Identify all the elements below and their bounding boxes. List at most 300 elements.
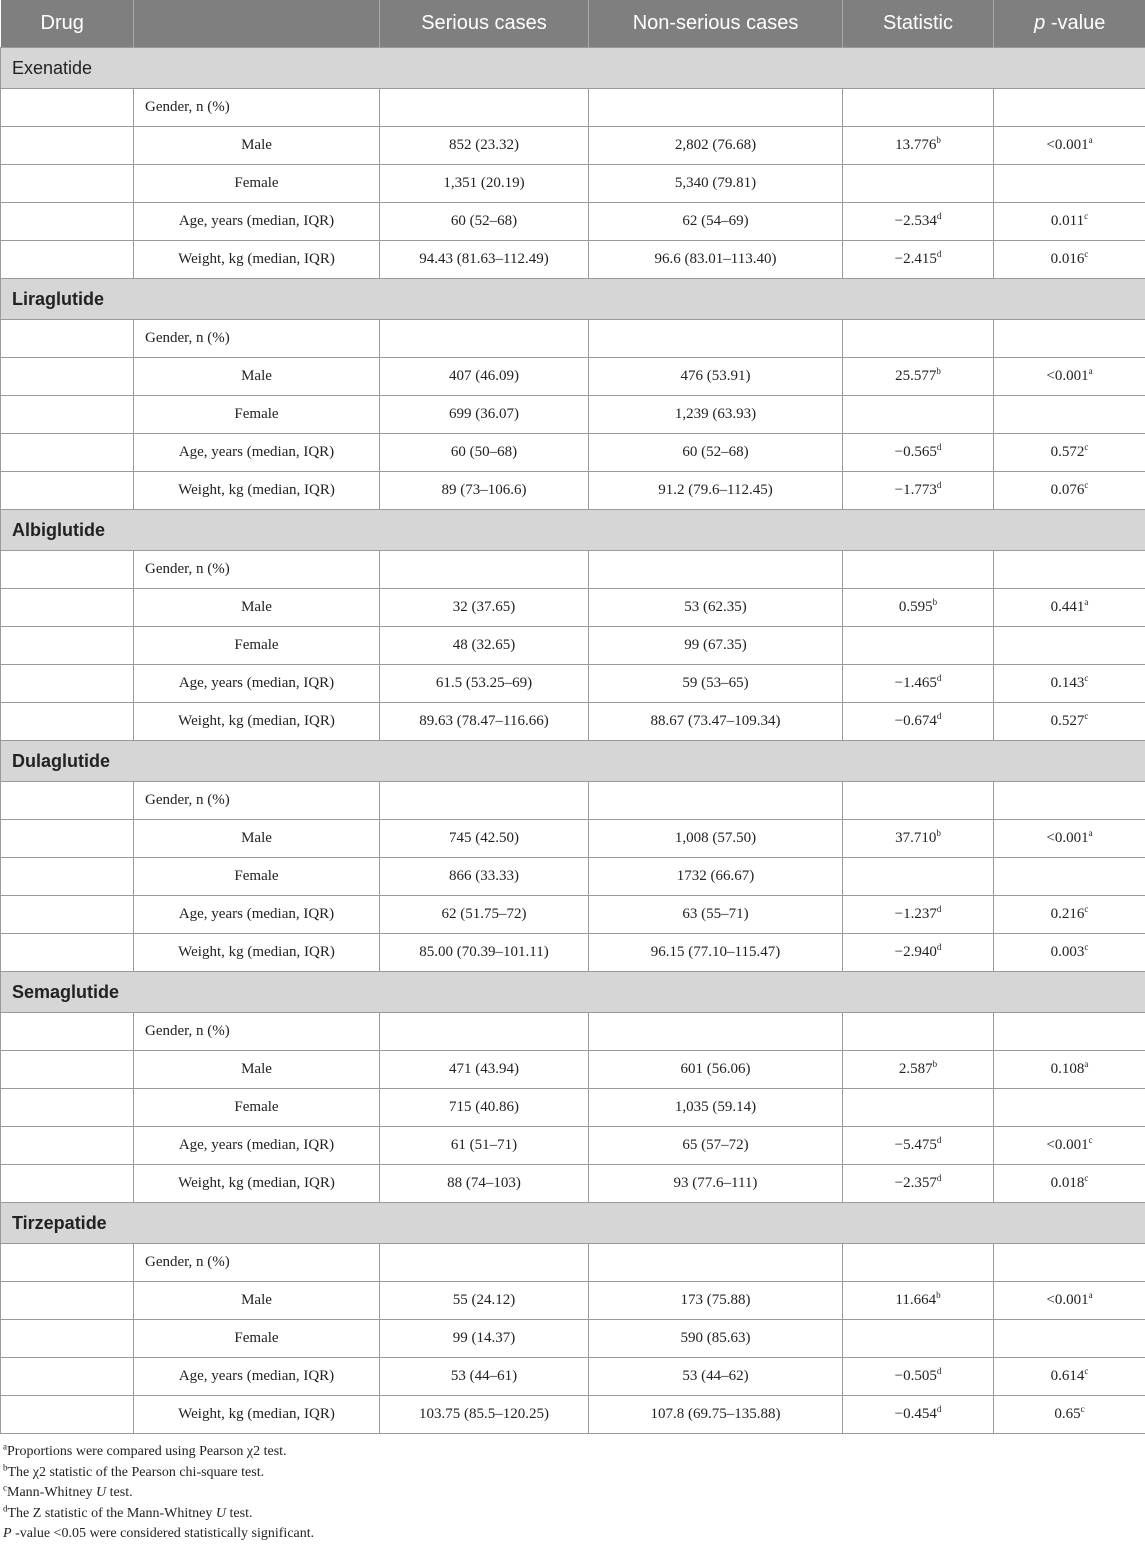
nonserious-value: 65 (57–72): [589, 1127, 843, 1165]
nonserious-value: 5,340 (79.81): [589, 165, 843, 203]
variable-label: Age, years (median, IQR): [134, 1127, 380, 1165]
variable-label: Age, years (median, IQR): [134, 896, 380, 934]
variable-label: Male: [134, 358, 380, 396]
statistic-value-value: −2.357: [894, 1175, 937, 1191]
blank-cell: [1, 1089, 134, 1127]
table-row: [1, 434, 1145, 472]
footnote-d-mark: d: [3, 1503, 8, 1514]
variable-label: Weight, kg (median, IQR): [134, 472, 380, 510]
nonserious-value: 173 (75.88): [589, 1282, 843, 1320]
blank-cell: [1, 241, 134, 279]
header-p-value: [994, 0, 1145, 48]
serious-value: 94.43 (81.63–112.49): [380, 241, 589, 279]
table-row: [1, 1396, 1145, 1434]
blank-cell: [994, 1089, 1145, 1127]
table-row: [1, 820, 1145, 858]
table-row: [1, 89, 1145, 127]
variable-label: Age, years (median, IQR): [134, 434, 380, 472]
table-row: [1, 1320, 1145, 1358]
statistic-value-value: −0.565: [894, 444, 937, 460]
serious-value: 715 (40.86): [380, 1089, 589, 1127]
blank-cell: [1, 1127, 134, 1165]
table-row: [1, 1013, 1145, 1051]
blank-cell: [1, 1013, 134, 1051]
serious-value: 85.00 (70.39–101.11): [380, 934, 589, 972]
p-value: [994, 1396, 1145, 1434]
blank-cell: [994, 1320, 1145, 1358]
statistic-value: [843, 358, 994, 396]
serious-value: 866 (33.33): [380, 858, 589, 896]
table-row: [1, 1358, 1145, 1396]
nonserious-value: 1,008 (57.50): [589, 820, 843, 858]
nonserious-value: 1,035 (59.14): [589, 1089, 843, 1127]
blank-cell: [843, 89, 994, 127]
statistic-value-footnote-mark: b: [932, 1059, 938, 1069]
footnote-a: [3, 1442, 1145, 1463]
table-row: [1, 358, 1145, 396]
table-row: [1, 858, 1145, 896]
blank-cell: [1, 1358, 134, 1396]
p-value: [994, 1165, 1145, 1203]
blank-cell: [994, 858, 1145, 896]
blank-cell: [589, 782, 843, 820]
serious-value: 60 (52–68): [380, 203, 589, 241]
table-row: [1, 396, 1145, 434]
table-row: [1, 551, 1145, 589]
table-row: [1, 589, 1145, 627]
serious-value: 103.75 (85.5–120.25): [380, 1396, 589, 1434]
header-statistic: Statistic: [843, 0, 994, 48]
statistic-value-value: −1.773: [894, 482, 937, 498]
table-row: [1, 1089, 1145, 1127]
footnote-b-text: The χ2 statistic of the Pearson chi-square test.: [7, 1464, 265, 1480]
serious-value: 61 (51–71): [380, 1127, 589, 1165]
statistic-value: [843, 820, 994, 858]
p-value-footnote-mark: c: [1084, 904, 1089, 914]
drug-header-row: [1, 972, 1145, 1013]
statistic-value-footnote-mark: d: [936, 249, 942, 259]
statistic-value-footnote-mark: d: [936, 211, 942, 221]
statistic-value: [843, 896, 994, 934]
statistic-value-footnote-mark: b: [936, 135, 941, 145]
footnote-d-end: test.: [226, 1505, 253, 1521]
variable-label: Weight, kg (median, IQR): [134, 1396, 380, 1434]
blank-cell: [1, 782, 134, 820]
p-value-value: 0.216: [1050, 906, 1085, 922]
statistic-value-value: −2.415: [894, 251, 937, 267]
drug-header-row: [1, 1203, 1145, 1244]
serious-value: 471 (43.94): [380, 1051, 589, 1089]
variable-label: Male: [134, 1051, 380, 1089]
p-value-footnote-mark: c: [1084, 1173, 1089, 1183]
table-row: [1, 320, 1145, 358]
p-value: [994, 358, 1145, 396]
p-value-value: <0.001: [1046, 368, 1089, 384]
blank-cell: [380, 1244, 589, 1282]
table-row: [1, 203, 1145, 241]
blank-cell: [843, 1089, 994, 1127]
statistic-value-footnote-mark: d: [936, 1404, 942, 1414]
nonserious-value: 53 (44–62): [589, 1358, 843, 1396]
p-value-footnote-mark: c: [1084, 1366, 1089, 1376]
p-value-footnote-mark: a: [1088, 1290, 1093, 1300]
variable-label: Weight, kg (median, IQR): [134, 934, 380, 972]
header-p-italic: p: [1034, 12, 1046, 34]
nonserious-value: 107.8 (69.75–135.88): [589, 1396, 843, 1434]
p-value: [994, 934, 1145, 972]
nonserious-value: 476 (53.91): [589, 358, 843, 396]
variable-label: Male: [134, 820, 380, 858]
drug-name: Exenatide: [1, 48, 1145, 89]
nonserious-value: 60 (52–68): [589, 434, 843, 472]
nonserious-value: 91.2 (79.6–112.45): [589, 472, 843, 510]
statistic-value-footnote-mark: d: [936, 480, 942, 490]
footnote-d: [3, 1504, 1145, 1525]
footnote-e-p: P: [3, 1526, 12, 1542]
statistic-value: [843, 665, 994, 703]
statistic-value-value: −0.505: [894, 1368, 937, 1384]
table-row: [1, 472, 1145, 510]
blank-cell: [994, 551, 1145, 589]
footnote-c-text: Mann-Whitney: [7, 1485, 97, 1501]
p-value-footnote-mark: c: [1084, 711, 1089, 721]
blank-cell: [994, 165, 1145, 203]
drug-header-row: [1, 48, 1145, 89]
blank-cell: [1, 820, 134, 858]
nonserious-value: 1,239 (63.93): [589, 396, 843, 434]
p-value: [994, 434, 1145, 472]
p-value: [994, 896, 1145, 934]
table-row: [1, 241, 1145, 279]
blank-cell: [1, 89, 134, 127]
blank-cell: [994, 1013, 1145, 1051]
blank-cell: [843, 782, 994, 820]
header-nonserious: Non-serious cases: [589, 0, 843, 48]
blank-cell: [843, 1013, 994, 1051]
blank-cell: [1, 627, 134, 665]
table-row: [1, 1051, 1145, 1089]
drug-name: Semaglutide: [1, 972, 1145, 1013]
blank-cell: [843, 627, 994, 665]
table-row: [1, 1244, 1145, 1282]
statistic-value: [843, 127, 994, 165]
drug-name: Tirzepatide: [1, 1203, 1145, 1244]
nonserious-value: 590 (85.63): [589, 1320, 843, 1358]
footnote-c-end: test.: [106, 1485, 133, 1501]
statistic-value-value: 0.595: [898, 599, 933, 615]
drug-name: Dulaglutide: [1, 741, 1145, 782]
p-value: [994, 1051, 1145, 1089]
statistic-value-footnote-mark: d: [936, 442, 942, 452]
blank-cell: [1, 934, 134, 972]
header-serious: Serious cases: [380, 0, 589, 48]
statistic-value-value: 37.710: [895, 830, 937, 846]
statistic-value-value: −1.237: [894, 906, 937, 922]
nonserious-value: 601 (56.06): [589, 1051, 843, 1089]
p-value-value: 0.65: [1054, 1406, 1081, 1422]
p-value-value: 0.076: [1050, 482, 1085, 498]
blank-cell: [589, 320, 843, 358]
blank-cell: [380, 320, 589, 358]
blank-cell: [1, 703, 134, 741]
footnote-c-mark: c: [3, 1482, 7, 1493]
p-value-footnote-mark: c: [1084, 249, 1089, 259]
table-row: [1, 1282, 1145, 1320]
drug-name: Albiglutide: [1, 510, 1145, 551]
p-value-footnote-mark: c: [1084, 442, 1089, 452]
statistic-value-footnote-mark: b: [936, 1290, 941, 1300]
blank-cell: [589, 89, 843, 127]
serious-value: 48 (32.65): [380, 627, 589, 665]
statistic-value-value: 13.776: [895, 137, 937, 153]
statistic-value: [843, 472, 994, 510]
variable-label: Weight, kg (median, IQR): [134, 241, 380, 279]
blank-cell: [843, 320, 994, 358]
blank-cell: [843, 551, 994, 589]
blank-cell: [1, 1244, 134, 1282]
serious-value: 60 (50–68): [380, 434, 589, 472]
blank-cell: [1, 551, 134, 589]
variable-label: Weight, kg (median, IQR): [134, 1165, 380, 1203]
statistic-value: [843, 1165, 994, 1203]
p-value-footnote-mark: a: [1084, 597, 1089, 607]
blank-cell: [1, 1396, 134, 1434]
variable-label: Gender, n (%): [134, 89, 380, 127]
p-value-value: 0.003: [1050, 944, 1085, 960]
blank-cell: [843, 1244, 994, 1282]
p-value-value: 0.441: [1050, 599, 1085, 615]
p-value: [994, 241, 1145, 279]
serious-value: 99 (14.37): [380, 1320, 589, 1358]
serious-value: 89 (73–106.6): [380, 472, 589, 510]
p-value: [994, 589, 1145, 627]
p-value-value: 0.016: [1050, 251, 1085, 267]
variable-label: Gender, n (%): [134, 1244, 380, 1282]
statistic-value: [843, 1358, 994, 1396]
blank-cell: [380, 551, 589, 589]
statistic-value: [843, 703, 994, 741]
p-value: [994, 1358, 1145, 1396]
p-value-value: <0.001: [1046, 830, 1089, 846]
blank-cell: [1, 358, 134, 396]
blank-cell: [1, 1320, 134, 1358]
table-row: [1, 1165, 1145, 1203]
serious-value: 55 (24.12): [380, 1282, 589, 1320]
drug-header-row: [1, 741, 1145, 782]
p-value-footnote-mark: a: [1088, 135, 1093, 145]
statistic-value: [843, 1282, 994, 1320]
p-value-value: 0.143: [1050, 675, 1085, 691]
p-value: [994, 820, 1145, 858]
p-value-value: 0.527: [1050, 713, 1085, 729]
table-row: [1, 665, 1145, 703]
footnote-e-text: -value <0.05 were considered statistically significant.: [11, 1526, 315, 1542]
blank-cell: [380, 1013, 589, 1051]
statistic-value: [843, 1051, 994, 1089]
variable-label: Male: [134, 1282, 380, 1320]
blank-cell: [1, 1051, 134, 1089]
statistic-value-value: 11.664: [895, 1292, 937, 1308]
p-value-value: 0.614: [1050, 1368, 1085, 1384]
table-row: [1, 782, 1145, 820]
statistic-value: [843, 934, 994, 972]
footnote-e: [3, 1524, 1145, 1545]
statistic-value-footnote-mark: b: [936, 366, 941, 376]
blank-cell: [994, 320, 1145, 358]
variable-label: Female: [134, 396, 380, 434]
blank-cell: [1, 1282, 134, 1320]
drug-name: Liraglutide: [1, 279, 1145, 320]
p-value-value: <0.001: [1046, 1292, 1089, 1308]
drug-header-row: [1, 279, 1145, 320]
blank-cell: [1, 396, 134, 434]
blank-cell: [1, 1165, 134, 1203]
statistic-value: [843, 203, 994, 241]
p-value: [994, 665, 1145, 703]
nonserious-value: 88.67 (73.47–109.34): [589, 703, 843, 741]
nonserious-value: 62 (54–69): [589, 203, 843, 241]
statistic-value-value: 2.587: [898, 1061, 933, 1077]
blank-cell: [589, 1244, 843, 1282]
blank-cell: [1, 589, 134, 627]
statistic-value-footnote-mark: d: [936, 942, 942, 952]
statistic-value: [843, 1396, 994, 1434]
statistic-value-footnote-mark: d: [936, 673, 942, 683]
footnote-a-mark: a: [3, 1441, 7, 1452]
table-row: [1, 165, 1145, 203]
header-drug: Drug: [1, 0, 134, 48]
serious-value: 745 (42.50): [380, 820, 589, 858]
blank-cell: [843, 165, 994, 203]
footnote-c-u: U: [96, 1485, 107, 1501]
statistic-value-value: −2.940: [894, 944, 937, 960]
variable-label: Male: [134, 127, 380, 165]
blank-cell: [380, 782, 589, 820]
p-value-footnote-mark: c: [1080, 1404, 1085, 1414]
table-row: [1, 1127, 1145, 1165]
statistic-value-footnote-mark: d: [936, 1173, 942, 1183]
blank-cell: [994, 782, 1145, 820]
p-value: [994, 127, 1145, 165]
variable-label: Age, years (median, IQR): [134, 1358, 380, 1396]
serious-value: 53 (44–61): [380, 1358, 589, 1396]
serious-value: 89.63 (78.47–116.66): [380, 703, 589, 741]
footnote-b: [3, 1463, 1145, 1484]
p-value-footnote-mark: c: [1088, 1135, 1093, 1145]
p-value-value: 0.572: [1050, 444, 1085, 460]
p-value-footnote-mark: c: [1084, 673, 1089, 683]
nonserious-value: 63 (55–71): [589, 896, 843, 934]
statistic-value-footnote-mark: d: [936, 904, 942, 914]
blank-cell: [994, 89, 1145, 127]
footnote-a-text: Proportions were compared using Pearson χ2 test.: [7, 1444, 287, 1459]
statistic-value-value: −0.674: [894, 713, 937, 729]
p-value: [994, 472, 1145, 510]
serious-value: 32 (37.65): [380, 589, 589, 627]
variable-label: Female: [134, 1320, 380, 1358]
statistic-value-value: −2.534: [894, 213, 937, 229]
footnotes: [0, 1434, 1145, 1545]
nonserious-value: 59 (53–65): [589, 665, 843, 703]
blank-cell: [1, 165, 134, 203]
blank-cell: [843, 1320, 994, 1358]
statistic-value: [843, 1127, 994, 1165]
blank-cell: [1, 665, 134, 703]
nonserious-value: 1732 (66.67): [589, 858, 843, 896]
statistic-value-value: −1.465: [894, 675, 937, 691]
statistic-value-footnote-mark: d: [936, 1366, 942, 1376]
variable-label: Gender, n (%): [134, 1013, 380, 1051]
statistic-value: [843, 241, 994, 279]
blank-cell: [1, 127, 134, 165]
p-value-footnote-mark: c: [1084, 211, 1089, 221]
serious-value: 407 (46.09): [380, 358, 589, 396]
header-p-rest: -value: [1045, 12, 1106, 34]
nonserious-value: 2,802 (76.68): [589, 127, 843, 165]
table-body: [1, 48, 1145, 1434]
nonserious-value: 96.15 (77.10–115.47): [589, 934, 843, 972]
variable-label: Gender, n (%): [134, 551, 380, 589]
p-value-value: 0.011: [1050, 213, 1085, 229]
serious-value: 852 (23.32): [380, 127, 589, 165]
serious-value: 699 (36.07): [380, 396, 589, 434]
statistic-value-footnote-mark: b: [936, 828, 941, 838]
header-blank: [134, 0, 380, 48]
variable-label: Female: [134, 858, 380, 896]
table-row: [1, 934, 1145, 972]
footnote-d-u: U: [215, 1505, 227, 1521]
variable-label: Female: [134, 165, 380, 203]
footnote-c: [3, 1483, 1145, 1504]
p-value: [994, 1282, 1145, 1320]
blank-cell: [843, 396, 994, 434]
p-value-footnote-mark: a: [1088, 828, 1093, 838]
footnote-b-mark: b: [3, 1461, 8, 1472]
p-value: [994, 203, 1145, 241]
blank-cell: [994, 627, 1145, 665]
blank-cell: [994, 396, 1145, 434]
blank-cell: [994, 1244, 1145, 1282]
serious-value: 1,351 (20.19): [380, 165, 589, 203]
variable-label: Gender, n (%): [134, 320, 380, 358]
statistic-value-footnote-mark: b: [932, 597, 938, 607]
variable-label: Female: [134, 1089, 380, 1127]
p-value-footnote-mark: c: [1084, 480, 1089, 490]
blank-cell: [843, 858, 994, 896]
variable-label: Age, years (median, IQR): [134, 665, 380, 703]
statistic-value-footnote-mark: d: [936, 1135, 942, 1145]
nonserious-value: 53 (62.35): [589, 589, 843, 627]
p-value-value: 0.018: [1050, 1175, 1085, 1191]
p-value-footnote-mark: a: [1088, 366, 1093, 376]
serious-value: 88 (74–103): [380, 1165, 589, 1203]
drug-header-row: [1, 510, 1145, 551]
table-row: [1, 627, 1145, 665]
blank-cell: [380, 89, 589, 127]
serious-value: 61.5 (53.25–69): [380, 665, 589, 703]
blank-cell: [1, 896, 134, 934]
blank-cell: [1, 472, 134, 510]
variable-label: Male: [134, 589, 380, 627]
statistic-value-value: −5.475: [894, 1137, 937, 1153]
blank-cell: [1, 203, 134, 241]
table-row: [1, 896, 1145, 934]
p-value-footnote-mark: a: [1084, 1059, 1089, 1069]
p-value: [994, 1127, 1145, 1165]
variable-label: Age, years (median, IQR): [134, 203, 380, 241]
variable-label: Female: [134, 627, 380, 665]
statistic-value-value: 25.577: [895, 368, 937, 384]
